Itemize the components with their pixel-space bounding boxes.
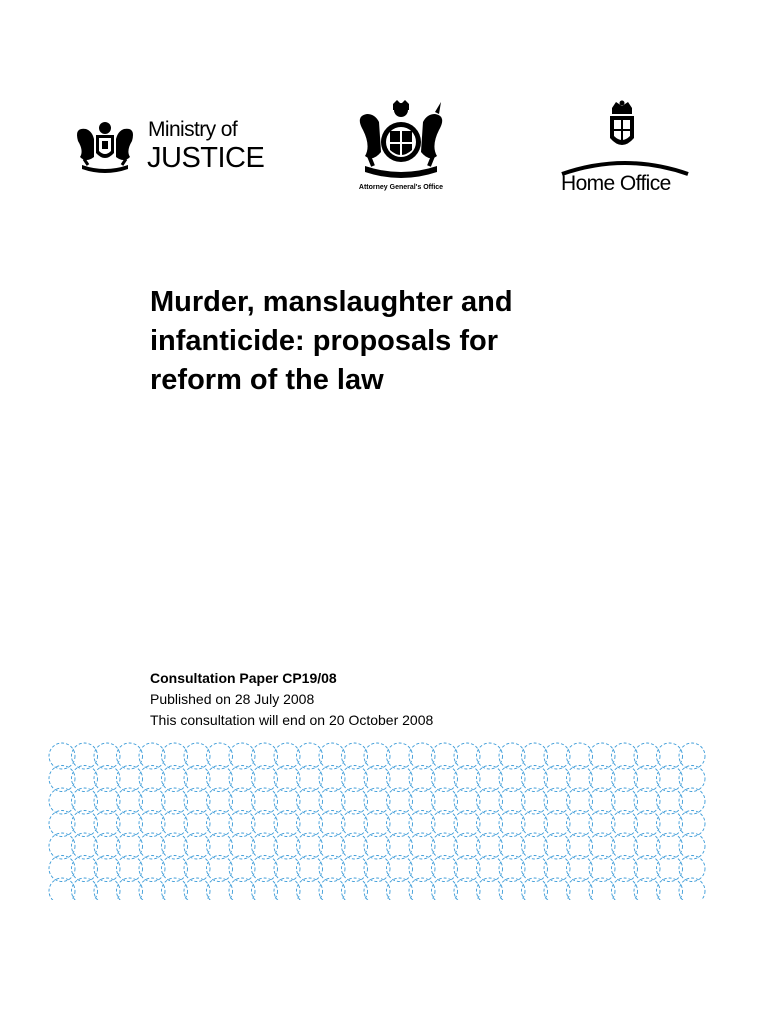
title-line-1: Murder, manslaughter and — [150, 286, 513, 318]
circle-lattice-pattern — [48, 740, 716, 900]
document-title — [150, 283, 610, 400]
title-line-2: infanticide: proposals for — [150, 325, 499, 357]
royal-coat-of-arms-icon — [351, 100, 451, 182]
crown-crest-icon — [602, 100, 642, 156]
ago-caption: Attorney General's Office — [358, 184, 444, 191]
title-line-3: reform of the law — [150, 364, 384, 396]
consultation-info — [150, 668, 433, 731]
home-office-logo — [558, 100, 690, 200]
moj-name-line-1: Ministry of — [148, 118, 238, 141]
royal-coat-of-arms-icon — [72, 119, 138, 179]
attorney-generals-office-logo — [343, 100, 459, 200]
moj-name-line-2: JUSTICE — [147, 142, 265, 174]
consultation-end-date: This consultation will end on 20 October 2008 — [150, 712, 434, 728]
consultation-paper-ref: Consultation Paper CP19/08 — [150, 670, 337, 686]
home-office-name: Home Office — [561, 172, 671, 195]
ministry-of-justice-logo — [72, 115, 272, 180]
published-date: Published on 28 July 2008 — [150, 691, 315, 707]
